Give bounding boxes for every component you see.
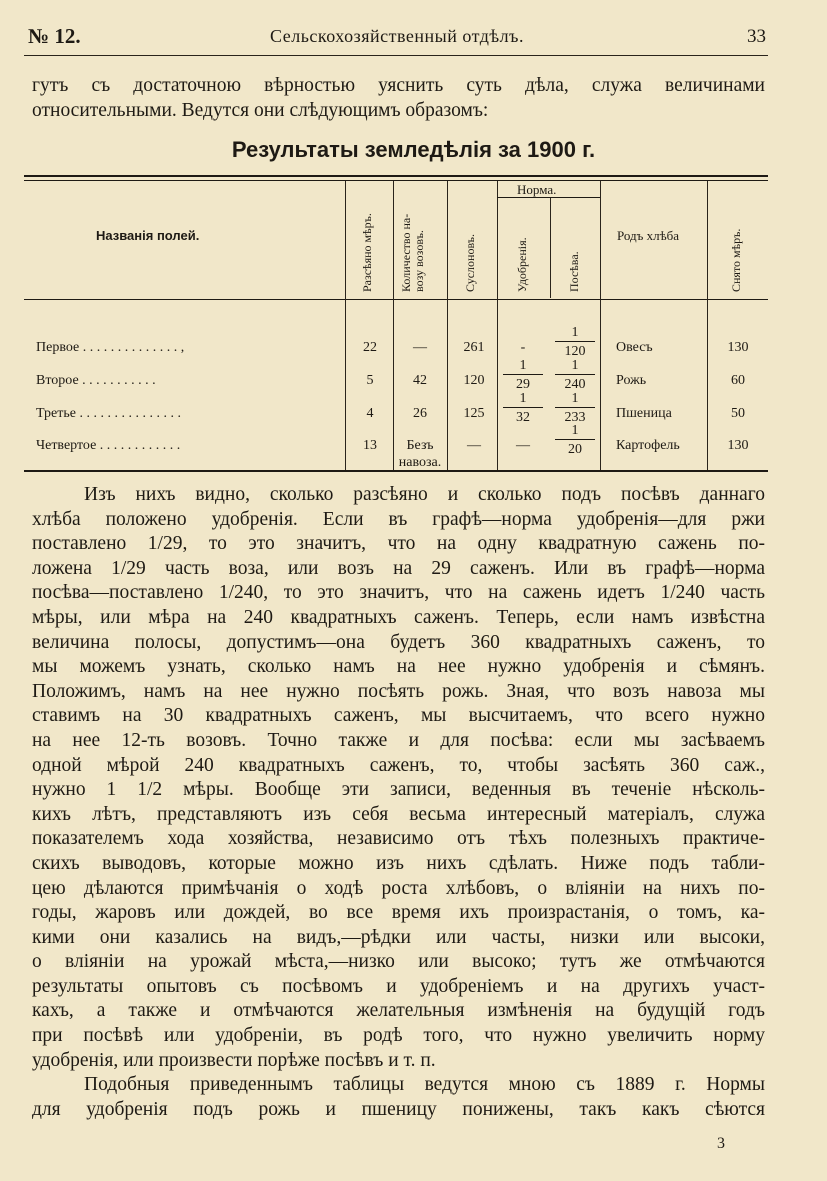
row-carts: Безъ xyxy=(406,438,434,453)
column-divider xyxy=(600,181,601,470)
row-field-name: Второе . . . . . . . . . . . xyxy=(36,373,156,388)
text-line: цею дѣлаются примѣчанія о ходѣ роста хлѣбовъ, о вліяніи на нихъ по- xyxy=(32,877,765,899)
text-line: поставлено 1/29, то это значитъ, что на одну квадратную сажень по- xyxy=(32,533,765,555)
section-title: Сельскохозяйственный отдѣлъ. xyxy=(270,26,524,46)
row-sow-frac-denominator: 233 xyxy=(564,410,586,425)
column-divider xyxy=(345,181,346,470)
header-yield: Снято мѣръ. xyxy=(729,228,743,292)
row-shocks: 120 xyxy=(463,373,485,388)
row-sow-frac-denominator: 120 xyxy=(564,344,586,359)
row-fert-frac-numerator: 1 xyxy=(503,391,543,408)
row-field-name: Первое . . . . . . . . . . . . . . , xyxy=(36,340,185,355)
text-line: кихъ лѣтъ, представляютъ изъ себя весьма интересный матеріалъ, служа xyxy=(32,803,765,825)
row-sow-frac-numerator: 1 xyxy=(555,391,595,408)
table-top-rule-thin xyxy=(24,180,768,181)
row-sow-frac xyxy=(555,325,595,359)
row-carts: 42 xyxy=(413,373,427,388)
row-sow-frac-numerator: 1 xyxy=(555,325,595,342)
text-line: о вліяніи на урожай мѣста,—низко или высоко; тутъ же отмѣчаются xyxy=(32,951,765,973)
text-line: удобренія, или произвести порѣже посѣвъ и т. п. xyxy=(32,1049,436,1071)
text-line: мы можемъ узнать, сколько намъ на нее нужно удобренія и сѣмянъ. xyxy=(32,656,765,678)
row-sow-frac xyxy=(555,391,595,425)
text-line: нужно 1 1/2 мѣры. Вообще эти записи, веденныя въ теченіе нѣсколь- xyxy=(32,779,765,801)
row-sow-frac-numerator: 1 xyxy=(555,358,595,375)
header-rule xyxy=(24,55,768,56)
row-fert-frac-denominator: 32 xyxy=(516,410,530,425)
row-sown: 13 xyxy=(363,438,377,453)
row-yield: 130 xyxy=(727,340,749,355)
row-fert-frac-denominator: 29 xyxy=(516,377,530,392)
text-line: годы, жаровъ или дождей, во все время ихъ произрастанія, о томъ, ка- xyxy=(32,902,765,924)
text-line: ложена 1/29 часть воза, или возъ на 29 саженъ. Или въ графѣ—норма xyxy=(32,557,765,579)
row-shocks: — xyxy=(467,438,481,453)
header-carts-line: возу возовъ. xyxy=(412,230,426,292)
text-line: мѣры, или мѣра на 240 квадратныхъ саженъ. Теперь, если намъ извѣстна xyxy=(32,606,765,628)
column-divider xyxy=(393,181,394,470)
row-fert-frac xyxy=(503,391,543,425)
intro-paragraph xyxy=(32,74,765,123)
body-paragraphs xyxy=(32,483,765,1122)
header-crop: Родъ хлѣба xyxy=(617,228,680,243)
text-line: относительными. Ведутся они слѣдующимъ образомъ: xyxy=(32,99,489,121)
row-yield: 60 xyxy=(731,373,745,388)
row-yield: 50 xyxy=(731,406,745,421)
header-sown: Разсѣяно мѣръ. xyxy=(360,213,374,292)
text-line: кахъ, а также и отмѣчаются желательныя измѣненія на будущій годъ xyxy=(32,1000,765,1022)
row-shocks: 125 xyxy=(463,406,485,421)
text-line: результаты опытовъ съ посѣвомъ и удобреніемъ и на другихъ участ- xyxy=(32,975,765,997)
row-carts: 26 xyxy=(413,406,427,421)
issue-number: № 12. xyxy=(28,24,81,48)
header-norma: Норма. xyxy=(517,182,557,197)
text-line: гутъ съ достаточною вѣрностью уяснить суть дѣла, служа величинами xyxy=(32,75,765,96)
row-sow-frac-numerator: 1 xyxy=(555,423,595,440)
row-sow-frac xyxy=(555,423,595,457)
header-carts-line: Количество на- xyxy=(399,213,413,292)
header-carts xyxy=(400,214,426,292)
header-field-names: Названія полей. xyxy=(96,228,200,243)
running-header xyxy=(28,24,766,54)
column-divider xyxy=(497,181,498,470)
row-carts: — xyxy=(413,340,427,355)
row-crop: Картофель xyxy=(616,438,680,453)
row-sow-frac-denominator: 240 xyxy=(564,377,586,392)
row-yield: 130 xyxy=(727,438,749,453)
table-header-rule xyxy=(24,299,768,300)
text-line: Изъ нихъ видно, сколько разсѣяно и сколько подъ посѣвъ даннаго xyxy=(84,484,765,505)
column-divider xyxy=(447,181,448,470)
text-line: Подобныя приведеннымъ таблицы ведутся мною съ 1889 г. Нормы xyxy=(84,1074,765,1096)
row-sown: 22 xyxy=(363,340,377,355)
row-field-name: Четвертое . . . . . . . . . . . . xyxy=(36,438,181,453)
row-crop: Пшеница xyxy=(616,406,672,421)
row-sow-frac-denominator: 20 xyxy=(568,442,582,457)
row-fert: — xyxy=(516,438,530,453)
column-divider xyxy=(550,197,551,298)
text-line: для удобренія подъ рожь и пшеницу понижены, такъ какъ сѣются xyxy=(32,1098,765,1120)
header-fertilizer: Удобренія. xyxy=(515,237,529,292)
row-sow-frac xyxy=(555,358,595,392)
text-line: ставимъ на 30 квадратныхъ саженъ, мы высчитаемъ, что всего нужно xyxy=(32,705,765,727)
row-crop: Овесъ xyxy=(616,340,653,355)
signature-mark: 3 xyxy=(717,1135,725,1152)
text-line: при посѣвѣ или удобреніи, въ родѣ того, что нужно увеличить норму xyxy=(32,1025,765,1047)
row-fert: - xyxy=(520,340,526,355)
text-line: Положимъ, намъ на нее нужно посѣять рожь. Зная, что возъ навоза мы xyxy=(32,680,765,702)
text-line: хлѣба положено удобренія. Если въ графѣ—норма удобренія—для ржи xyxy=(32,508,765,530)
text-line: скихъ выводовъ, которые можно изъ нихъ сдѣлать. Ниже подъ табли- xyxy=(32,852,765,874)
text-line: одной мѣрой 240 квадратныхъ саженъ, то, чтобы засѣять 360 саж., xyxy=(32,754,765,776)
row-sown: 4 xyxy=(366,406,374,421)
row-fert-frac xyxy=(503,358,543,392)
text-line: показателемъ хода хозяйства, независимо отъ тѣхъ полезныхъ практиче- xyxy=(32,828,765,850)
table-top-rule xyxy=(24,175,768,177)
row-sown: 5 xyxy=(366,373,374,388)
text-line: кими они казались на видъ,—рѣдки или часты, низки или высоки, xyxy=(32,926,765,948)
header-sowing: Посѣва. xyxy=(567,251,581,292)
text-line: величина полосы, допустимъ—она будетъ 360 квадратныхъ саженъ, то xyxy=(32,631,765,653)
row-shocks: 261 xyxy=(463,340,485,355)
row-carts-cont: навоза. xyxy=(398,455,442,470)
table-title: Результаты земледѣлія за 1900 г. xyxy=(231,137,596,162)
header-shocks: Суслоновъ. xyxy=(463,233,477,292)
column-divider xyxy=(707,181,708,470)
row-field-name: Третье . . . . . . . . . . . . . . . xyxy=(36,406,181,421)
text-line: на нее 12-ть возовъ. Точно также и для посѣва: если мы засѣваемъ xyxy=(32,729,765,751)
page-number: 33 xyxy=(747,26,766,47)
row-crop: Рожь xyxy=(616,373,647,388)
row-fert-frac-numerator: 1 xyxy=(503,358,543,375)
text-line: посѣва—поставлено 1/240, то это значитъ, что на сажень идетъ 1/240 часть xyxy=(32,582,765,604)
